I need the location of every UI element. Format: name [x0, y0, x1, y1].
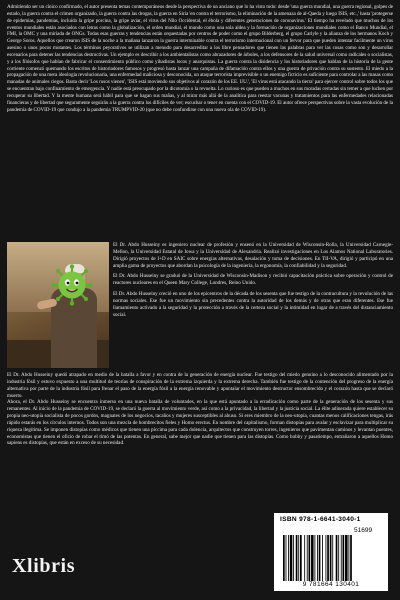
- lower-text: [7, 372, 393, 447]
- author-bio-text: [113, 242, 393, 322]
- bio-paragraph: El Dr. Abdo Husseiny creció en uno de los epicentros de la década de los sesenta que fue testigo de la contracultura y la revolución de las normas sociales. Ese fue un movimiento sin precedentes contra la autoridad de los demás y de otras que eran diferentes. Ese fue llamamiento activado a la seguridad y la protección a través de la certeza social y la intimidad en lugar de a través del distanciamiento social.: [113, 291, 393, 318]
- barcode-bars: [282, 535, 380, 581]
- price-code: 51699: [354, 527, 373, 534]
- bio-paragraph: El Dr. Abdo Husseiny se graduó de la Universidad de Wisconsin-Madison y recibió capacitación práctica sobre operación y control de reactores nucleares en el Queen Mary College, Londres, Reino Unido.: [113, 273, 393, 287]
- barcode-number: 9 781664 130401: [302, 581, 360, 588]
- isbn-barcode: [274, 513, 388, 591]
- blurb-paragraph: Admitiendo ser un cínico confirmado, el autor presenta temas contemporáneos desde la perspectiva de un anciano que lo ha visto todo: desde 'una guerra mundial, una guerra regional, golpes de estado, la guerra contra el crimen organizado, la guerra contra las drogas, la guerra en Siria 'en contra el terrorismo, la eliminación de la amenaza de al-Qaeda y luego ISIS, etc.,' hasta 'protegerse de epidemias, pandemias, incluida la gripe porcina, la gripe aviar, el virus del Nilo Occidental, el ébola y diferentes generaciones de coronavirus.' El tiempo ha revelado que muchos de los eventos mundiales están asociados con letras como la globalización, el orden mundial, el mundo como una sola aldea y la formación de organizaciones mundiales como el Banco Mundial, el FMI, la OMC y una miríada de ONGs. Todas esas guerras y tendencias están orquestadas por centros de poder como el grupo Bilderberg, el grupo Carlyle y la alianza de los hermanos Koch y George Soros. Aquellos que crearon ISIS de la noche a la mañana lanzaron la guerra interminable contra el terrorismo internacional con un fervor para que pueden intentar facilmente un virus asesino o unos pocos mutantes. Los términos peyorativos se utilizan a menudo para desacreditar a los libre pensadores que tienen las palabras para ver las cosas como son y desarrollar escenarios para detener las tendencias destructivas. Un ejemplo es describir a los ambientalistas como abrazadores de árboles, a los defensores de la salud universal como radicales o socialistas, y a los filósofos que hablan de fabricar el consentimiento público como yihadistas locos y anarquistas. La guerra contra la disidencia y los historiadores que hablan de la historia de la gente corriente comenzó quemando los escritos de historiadores famosos y progresó hasta lanzar una campaña de difamación contra ellos y una guerra de privación contra su sustento. El miedo a la propagación de una mera ideología revolucionaria, una enfermedad maliciosa y desconocida, un ataque terrorista imprevisible o un enemigo ficticio es suficiente para controlar a las masas como manadas de animales ciegos. Basta decir 'Los rusos vienen', 'ISIS está moviendo sus objetivos al corazón de los EE. UU.', 'El virus está atacando la tierra' para ejercer control sobre todos los que se encuentran bajo confinamiento de emergencia. Y nadie está preocupado por la dicotomía o la revuelta. Lo curioso es que pueden a muchos en sus moradas cerradas sin temer a que luchen por recuperar su libertad. Y la mente humana será hábil para que se hagan sus mañas, y al mirar más allá de la analítica para reestar vacunas y tratamientos para las enfermedades relacionadas financieras y de libertad que seguramente seguirán a la guerra contra los difíciles de ver; escuchar o tener en cuenta con el COVID-19. El autor ofrece perspectivas sobre la vasta evolución de la pandemia de COVID-19 que condujo a la pandemia TRUMPVID-20 (que no debe confundirse con una nueva ola de COVID-19).: [7, 4, 393, 113]
- isbn-text: ISBN 978-1-6641-3040-1: [280, 516, 361, 523]
- lower-paragraph: El Dr. Abdo Husseiny quedó atrapado en medio de la batalla a favor y en contra de la generación de energía nuclear. Fue testigo del miedo genuino a lo desconocido alimentado por la industria fósil y estuvo expuesto a una multitud de teorías de conspiración de la extrema izquierda y la extrema derecha. También fue testigo de la contención del progreso de la energía alternativa por parte de la industria fósil para frenar el paso de la energía fósil a la energía renovable y apuntalar el movimiento destructor ensombrecido y el corazón hasta que se declaró muerto.: [7, 372, 393, 399]
- bio-paragraph: El Dr. Abdo Husseiny es ingeniero nuclear de profesión y ensenó en la Universidad de Wisconsin-Rolla, la Universidad Carnegie-Mellon, la Universidad Estatal de Iowa y la Universidad de Alexandria. Realizó investigaciones en Los Alamos National Laboratories. Dirigió proyectos de I+D en SAIC sobre energías alternativas, desalación y toma de decisiones. En TII-VA, dirigió y participó en una amplia gama de proyectos que abordan la psicología de la ingeniería, la ergonomía, la confiabilidad y la seguridad.: [113, 242, 393, 269]
- blurb-text: [7, 4, 393, 114]
- author-photo: [7, 242, 109, 368]
- publisher-logo: Xlibris: [12, 555, 76, 577]
- lower-paragraph: Ahora, el Dr. Abdo Husseiny se encuentra inmerso en una nueva batalla de voluntades, en la que está apuntado a la erradicación como parte de la generación de los sesenta y sus remanentes. Al inicio de la pandemia de COVID-19, se declaró la guerra al movimiento verde, así como a la privacidad, la libertad y la justicia social. La élite adinerada quiere establecer su propia neo-utopía socialista de pocos gordos, magnates de los negocios, tacaños y mujeres susceptibles al abuso. Si eres miembro de la neo-utopía, cuantas menos calificaciones tengas, irás rápido estarás en los círculos internos. Todos son una mezcla de hombrecitos fieles y Homo erectus. En nombre del capitalismo, forman distopías para avalar y esclavizar para multiplicar su riqueza ilegítima. Se imponen distopías como médicos que tienen una píccima para cada dolencia, arquitectos que construyen torres, ingenieros que pavimentan caminos y levantan puentes, economistas que tienen el oficio de robar el timó de las potentas. En general, sabe mejor que nadie que tienen para las distopías. Como hobby y pasatiempo, entrañaron a aquellos Homo sapiens es distopías, que están en exceso de su necesidad.: [7, 399, 393, 447]
- virus-smiley-icon: [51, 264, 93, 306]
- author-bio-section: [7, 242, 393, 368]
